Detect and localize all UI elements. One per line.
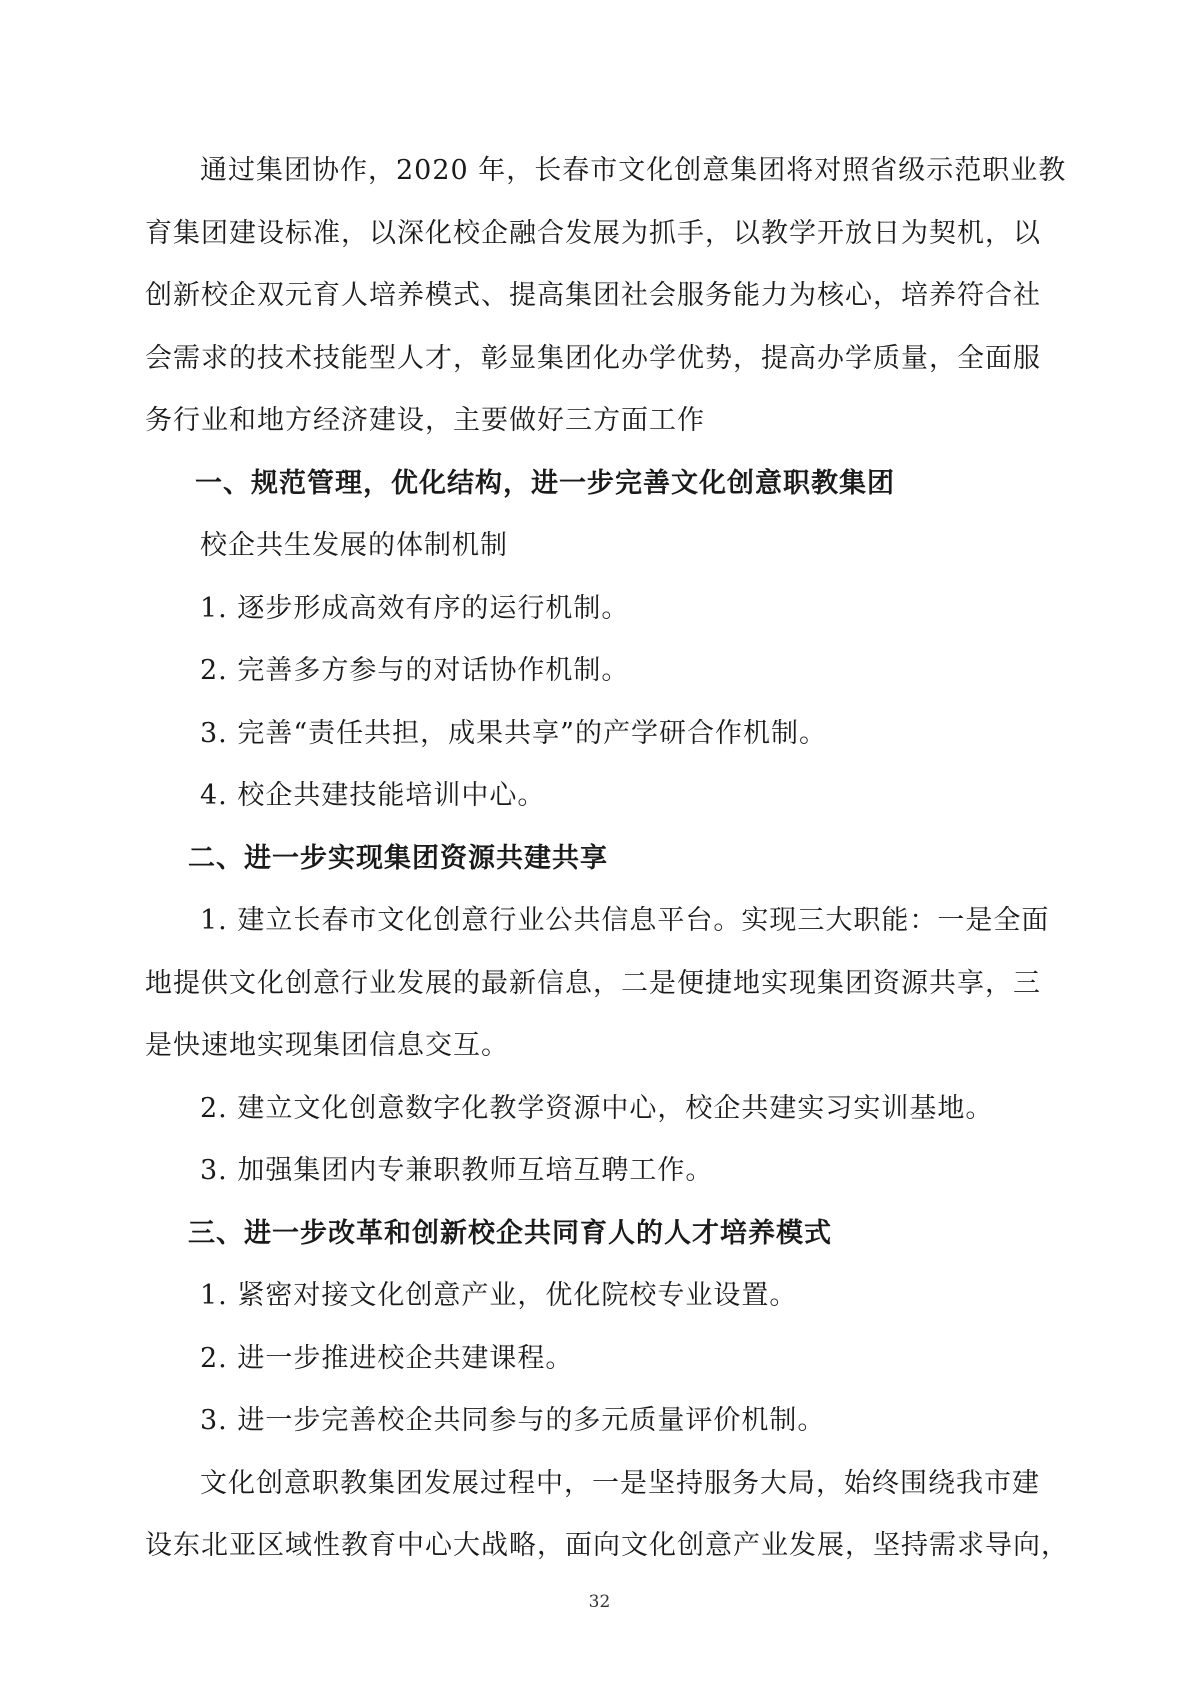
section-heading: 一、规范管理，优化结构，进一步完善文化创意职教集团 — [195, 467, 895, 499]
section-heading: 二、进一步实现集团资源共建共享 — [188, 842, 608, 874]
text-line: 设东北亚区域性教育中心大战略，面向文化创意产业发展，坚持需求导向， — [145, 1530, 1069, 1561]
section-subheading: 校企共生发展的体制机制 — [200, 530, 508, 561]
text-line: 地提供文化创意行业发展的最新信息，二是便捷地实现集团资源共享，三 — [145, 967, 1041, 999]
page-number: 32 — [588, 1592, 611, 1612]
list-item: 4. 校企共建技能培训中心。 — [200, 780, 546, 811]
text-line: 通过集团协作，2020 年，长春市文化创意集团将对照省级示范职业教 — [200, 155, 1067, 186]
intro-paragraph — [145, 140, 1067, 453]
list-item: 3. 完善“责任共担，成果共享”的产学研合作机制。 — [200, 717, 827, 749]
text-line: 是快速地实现集团信息交互。 — [145, 1030, 509, 1061]
list-item: 2. 建立文化创意数字化教学资源中心，校企共建实习实训基地。 — [200, 1092, 994, 1124]
list-item: 3. 加强集团内专兼职教师互培互聘工作。 — [200, 1155, 714, 1186]
section-3 — [145, 1203, 1060, 1453]
closing-paragraph — [145, 1453, 1069, 1578]
text-line: 1. 建立长春市文化创意行业公共信息平台。实现三大职能：一是全面 — [200, 905, 1050, 936]
text-line: 文化创意职教集团发展过程中，一是坚持服务大局，始终围绕我市建 — [200, 1467, 1040, 1499]
list-item: 2. 完善多方参与的对话协作机制。 — [200, 655, 630, 686]
list-item: 3. 进一步完善校企共同参与的多元质量评价机制。 — [200, 1405, 826, 1436]
section-1 — [145, 453, 1060, 828]
text-line: 创新校企双元育人培养模式、提高集团社会服务能力为核心，培养符合社 — [145, 280, 1041, 311]
list-item: 2. 进一步推进校企共建课程。 — [200, 1342, 574, 1374]
list-item: 1. 逐步形成高效有序的运行机制。 — [200, 592, 630, 624]
list-item: 1. 紧密对接文化创意产业，优化院校专业设置。 — [200, 1280, 798, 1311]
text-line: 育集团建设标准，以深化校企融合发展为抓手，以教学开放日为契机，以 — [145, 217, 1041, 249]
section-2 — [145, 828, 1060, 1203]
text-line: 会需求的技术技能型人才，彰显集团化办学优势，提高办学质量，全面服 — [145, 342, 1041, 374]
document-body — [145, 140, 1069, 1578]
section-heading: 三、进一步改革和创新校企共同育人的人才培养模式 — [188, 1217, 832, 1249]
list-item — [145, 890, 1060, 1078]
text-line: 务行业和地方经济建设，主要做好三方面工作 — [145, 405, 705, 436]
